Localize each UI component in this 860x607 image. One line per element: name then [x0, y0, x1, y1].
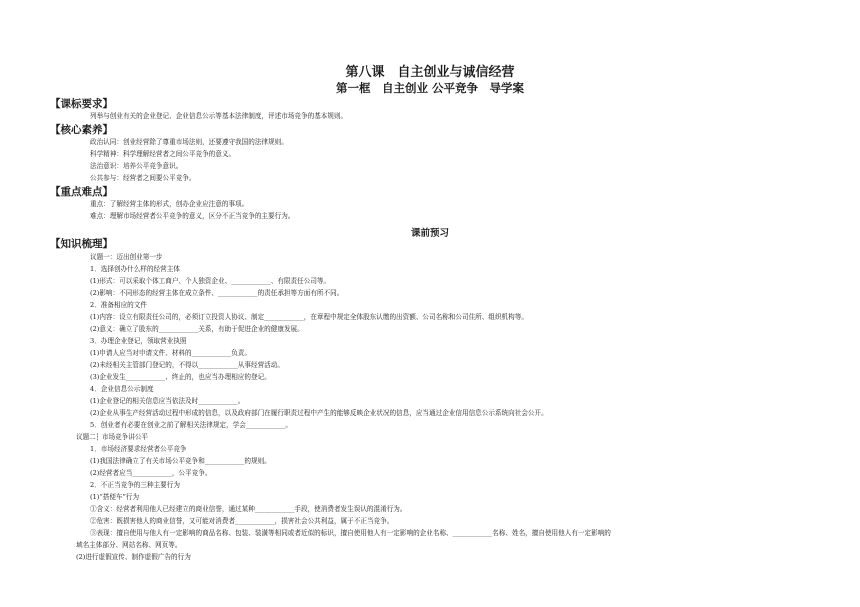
text-line: (1)内容：设立有限责任公司的，必须订立投资人协议、制定____________，在章程中规定全体股东认缴的出资额、公司名称和公司住所、组织机构等。 [90, 313, 528, 321]
text-line: (2)未经相关主管部门登记的，不得以____________从事经营活动。 [90, 361, 284, 369]
text-line: 议题一：迈出创业第一步 [90, 253, 163, 261]
text-line: 5．创业者有必要在创业之前了解相关法律规定，学会____________。 [90, 421, 293, 429]
section-heading: 【核心素养】 [50, 124, 113, 136]
text-line: ①含义：经营者利用他人已经建立的商业信誉，通过某种____________手段，使消费者发生误认的混淆行为。 [90, 505, 407, 513]
text-line: 4．企业信息公示制度 [90, 385, 154, 393]
text-line: 重点：了解经营主体的形式，创办企业应注意的事项。 [90, 200, 249, 208]
text-line: (1)企业登记的相关信息应当依法及时____________。 [90, 397, 245, 405]
text-line: 政治认同：创业经营除了尊重市场法则，还要遵守我国的法律规则。 [90, 138, 288, 146]
text-line: 公共参与：经营者之间要公平竞争。 [90, 174, 196, 182]
section-heading: 【重点难点】 [50, 186, 113, 198]
section-heading-preview: 课前预习 [410, 228, 449, 239]
text-line: ③表现：擅自使用与他人有一定影响的商品名称、包装、装潢等相同或者近似的标识，擅自使用他人有一定影响的企业名称、____________名称、姓名，擅自使用他人有一定影响的 [90, 529, 611, 537]
text-line: 2．不正当竞争的三种主要行为 [90, 481, 180, 489]
lesson-title: 第八课 自主创业与诚信经营 [345, 65, 515, 80]
text-line: ②危害：既损害他人的商业信誉，又可能对消费者____________，损害社会公共利益，属于不正当竞争。 [90, 517, 394, 525]
text-line: 域名主体部分、网站名称、网页等。 [76, 541, 182, 549]
text-line: (2)影响：不同形态的经营主体在成立条件、____________的责任承担等方面有所不同。 [90, 289, 344, 297]
text-line: 列举与创业有关的企业登记、企业信息公示等基本法律制度，评述市场竞争的基本规则。 [90, 112, 348, 120]
text-line: (1)申请人应当对申请文件、材料的____________负责。 [90, 349, 251, 357]
text-line: 议题二┆ 市场竞争讲公平 [76, 433, 149, 441]
section-heading: 【知识梳理】 [50, 238, 113, 250]
text-line: (1)我国法律确立了有关市场公平竞争和____________的规则。 [90, 457, 271, 465]
text-line: 难点：理解市场经营者公平竞争的意义，区分不正当竞争的主要行为。 [90, 212, 295, 220]
lesson-subtitle: 第一框 自主创业 公平竞争 导学案 [335, 81, 524, 95]
text-line: (1)“搭便车”行为 [90, 493, 140, 501]
text-line: (1)形式：可以采取个体工商户、个人独资企业、____________、有限责任公司等。 [90, 277, 331, 285]
text-line: 3．办理企业登记，领取营业执照 [90, 337, 187, 345]
text-line: 1．选择创办什么样的经营主体 [90, 265, 180, 273]
text-line: (2)意义：确立了股东的____________关系，有助于促进企业的健康发展。 [90, 325, 304, 333]
text-line: 科学精神：科学理解经营者之间公平竞争的意义。 [90, 150, 236, 158]
text-line: (2)进行虚假宣传、制作虚假广告的行为 [76, 553, 191, 561]
text-line: (3)企业发生____________、终止的，也应当办理相应的登记。 [90, 373, 271, 381]
text-line: (2)企业从事生产经营活动过程中形成的信息，以及政府部门在履行职责过程中产生的能够反映企业状况的信息，应当通过企业信用信息公示系统向社会公开。 [90, 409, 548, 417]
section-heading: 【课标要求】 [50, 98, 113, 110]
text-line: 2．准备相应的文件 [90, 301, 147, 309]
text-line: 法治意识：培养公平竞争意识。 [90, 162, 183, 170]
text-line: 1．市场经济要求经营者公平竞争 [90, 445, 187, 453]
text-line: (2)经营者应当____________，公平竞争。 [90, 469, 212, 477]
